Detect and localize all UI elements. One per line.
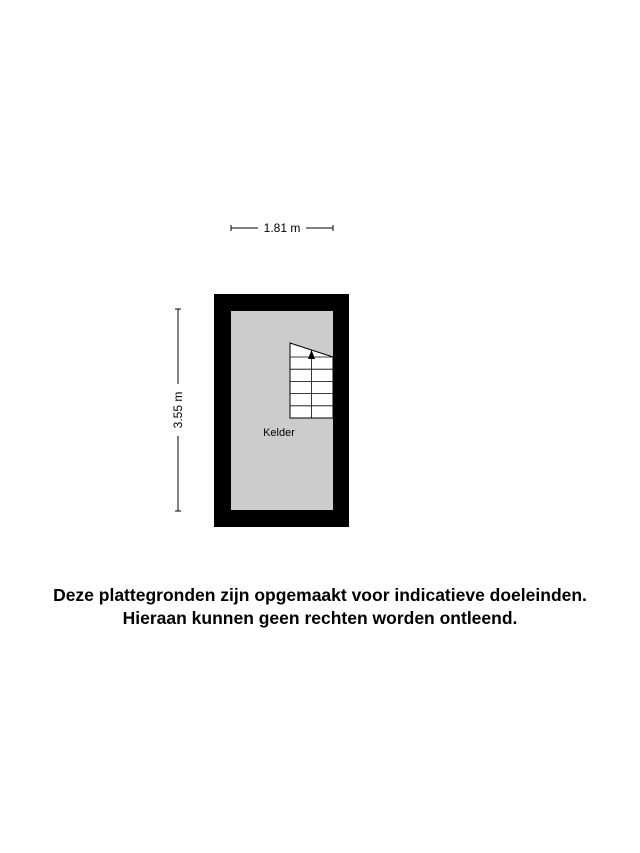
height-dimension <box>171 309 185 511</box>
height-dimension-label: 3.55 m <box>171 391 185 429</box>
width-dimension <box>231 221 333 235</box>
width-dimension-label: 1.81 m <box>263 221 301 235</box>
disclaimer-line-2: Hieraan kunnen geen rechten worden ontleend. <box>122 608 518 628</box>
disclaimer-line-1: Deze plattegronden zijn opgemaakt voor indicatieve doeleinden. <box>53 585 587 605</box>
room-label-kelder: Kelder <box>263 427 295 439</box>
